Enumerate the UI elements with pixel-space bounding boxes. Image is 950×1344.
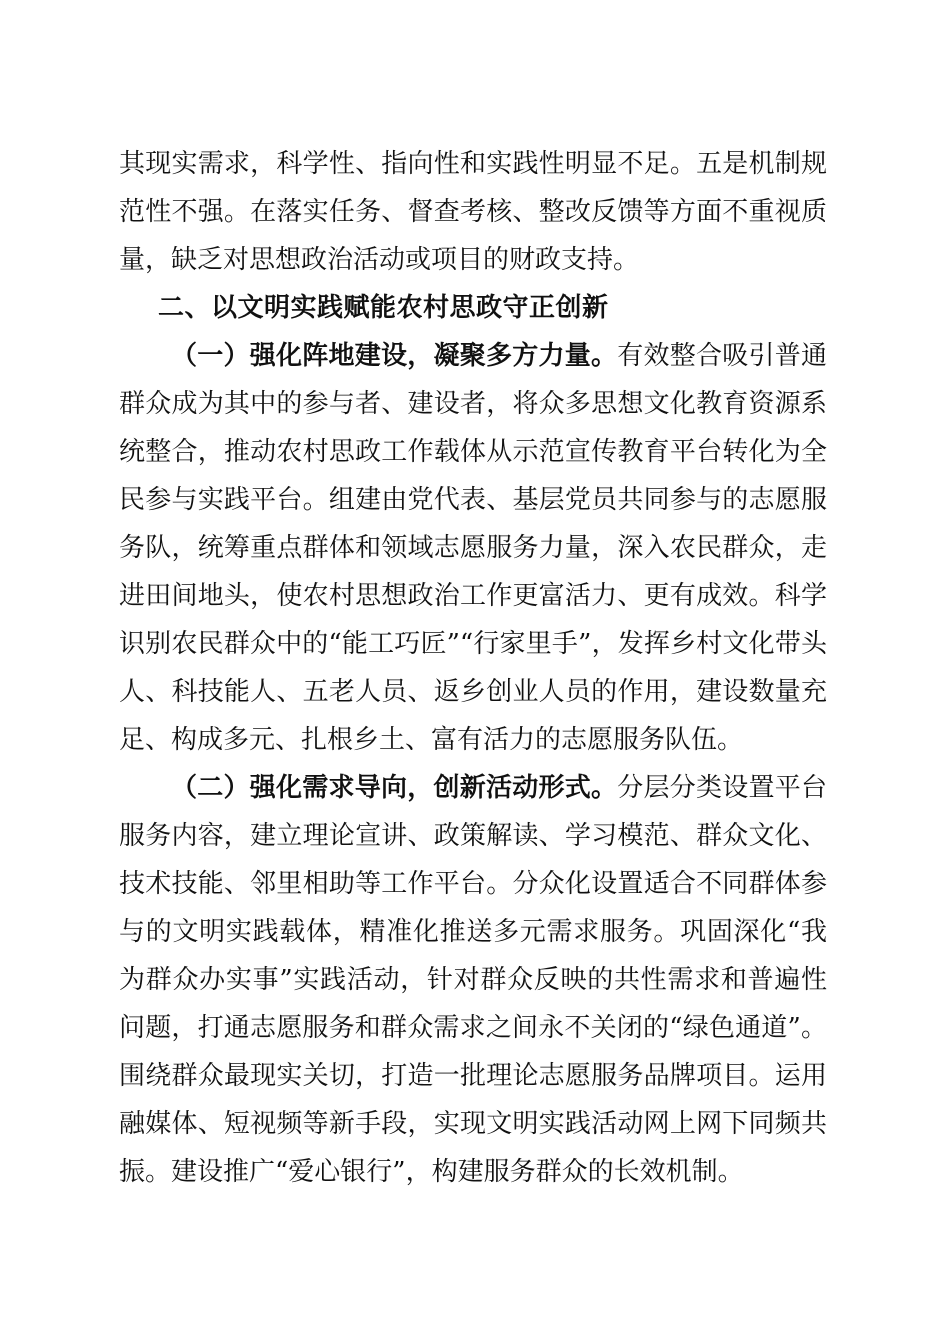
section2-paragraph <box>119 764 827 1196</box>
section1-paragraph <box>119 332 827 764</box>
continuation-paragraph: 其现实需求，科学性、指向性和实践性明显不足。五是机制规范性不强。在落实任务、督查考核、整改反馈等方面不重视质量，缺乏对思想政治活动或项目的财政支持。 <box>119 149 827 275</box>
document-page <box>119 140 827 1196</box>
section2-subheading: （二）强化需求导向，创新活动形式。 <box>171 773 618 803</box>
section2-body: 分层分类设置平台服务内容，建立理论宣讲、政策解读、学习模范、群众文化、技术技能、邻里相助等工作平台。分众化设置适合不同群体参与的文明实践载体，精准化推送多元需求服务。巩固深化“我为群众办实事”实践活动，针对群众反映的共性需求和普遍性问题，打通志愿服务和群众需求之间永不关闭的“绿色通道”。围绕群众最现实关切，打造一批理论志愿服务品牌项目。运用融媒体、短视频等新手段，实现文明实践活动网上网下同频共振。建设推广“爱心银行”，构建服务群众的长效机制。 <box>119 773 827 1187</box>
section1-subheading: （一）强化阵地建设，凝聚多方力量。 <box>171 341 618 371</box>
section1-body: 有效整合吸引普通群众成为其中的参与者、建设者，将众多思想文化教育资源系统整合，推动农村思政工作载体从示范宣传教育平台转化为全民参与实践平台。组建由党代表、基层党员共同参与的志愿服务队，统筹重点群体和领域志愿服务力量，深入农民群众，走进田间地头，使农村思想政治工作更富活力、更有成效。科学识别农民群众中的“能工巧匠”“行家里手”，发挥乡村文化带头人、科技能人、五老人员、返乡创业人员的作用，建设数量充足、构成多元、扎根乡土、富有活力的志愿服务队伍。 <box>119 341 827 755</box>
section-heading: 二、以文明实践赋能农村思政守正创新 <box>158 293 609 323</box>
